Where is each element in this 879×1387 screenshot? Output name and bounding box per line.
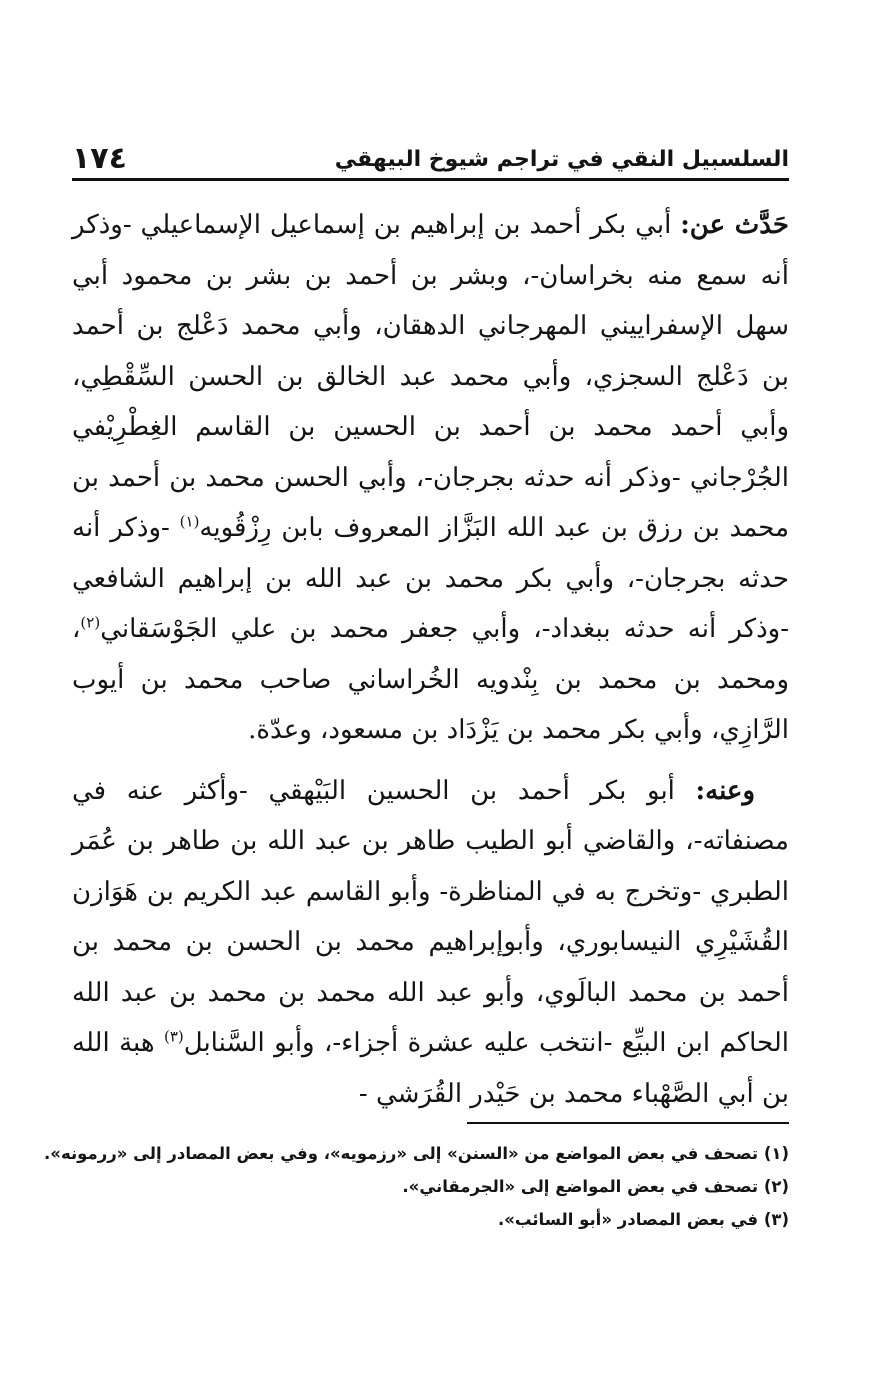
footnote: (١) تصحف في بعض المواضع من «السنن» إلى «رزمويه»، وفي بعض المصادر إلى «ررمونه». [44,1144,789,1163]
paragraph-text: هبة الله بن أبي الصَّهْباء محمد بن حَيْدر القُرَشي - [72,1028,789,1109]
paragraph-teachers [72,200,789,756]
page-header [72,130,789,181]
footnote: (٣) في بعض المصادر «أبو السائب». [497,1210,789,1229]
paragraph-lead: حَدَّث عن: [680,210,789,240]
paragraph-text: أبي بكر أحمد بن إبراهيم بن إسماعيل الإسماعيلي -وذكر أنه سمع منه بخراسان-، وبشر بن أحمد بن بشر بن محمود أبي سهل الإسفراييني المهرجاني الدهقان، وأبي محمد دَعْلج بن أحمد بن دَعْلج السجزي، وأبي محمد عبد الخالق بن الحسن السِّقْطِي، وأبي أحمد محمد بن أحمد بن الحسين بن القاسم الغِطْرِيْفي الجُرْجاني -وذكر أنه حدثه بجرجان-، وأبي الحسن محمد بن أحمد بن محمد بن رزق بن عبد الله البَزَّاز المعروف بابن رِزْقُويه [72,210,789,543]
paragraph-text: أبو بكر أحمد بن الحسين البَيْهقي -وأكثر عنه في مصنفاته-، والقاضي أبو الطيب طاهر بن عبد الله بن طاهر بن عُمَر الطبري -وتخرج به في المناظرة- وأبو القاسم عبد الكريم بن هَوَازن القُشَيْرِي النيسابوري، وأبوإبراهيم محمد بن الحسن بن محمد بن أحمد بن محمد البالَوي، وأبو عبد الله محمد بن محمد بن عبد الله الحاكم ابن البيِّع -انتخب عليه عشرة أجزاء-، وأبو السَّنابل [72,775,790,1058]
paragraph-students [72,766,789,1120]
footnotes [44,1137,789,1236]
page-number: ١٧٤ [72,141,127,176]
paragraph-text: ، ومحمد بن محمد بن بِنْدويه الخُراساني صاحب محمد بن أيوب الرَّازِي، وأبي بكر محمد بن يَزْدَاد بن مسعود، وعدّة. [72,614,789,745]
footnote-reference: (٣) [163,1027,184,1046]
footnote: (٢) تصحف في بعض المواضع إلى «الجرمقاني». [402,1177,789,1196]
running-title: السلسبيل النقي في تراجم شيوخ البيهقي [334,147,789,172]
footnote-reference: (٢) [80,613,101,632]
main-text [72,200,789,1119]
footnote-divider [467,1122,789,1124]
paragraph-text: -وذكر أنه حدثه بجرجان-، وأبي بكر محمد بن عبد الله بن إبراهيم الشافعي -وذكر أنه حدثه ببغداد-، وأبي جعفر محمد بن علي الجَوْسَقاني [72,513,789,644]
paragraph-lead: وعنه: [695,775,755,806]
footnote-reference: (١) [179,512,200,531]
